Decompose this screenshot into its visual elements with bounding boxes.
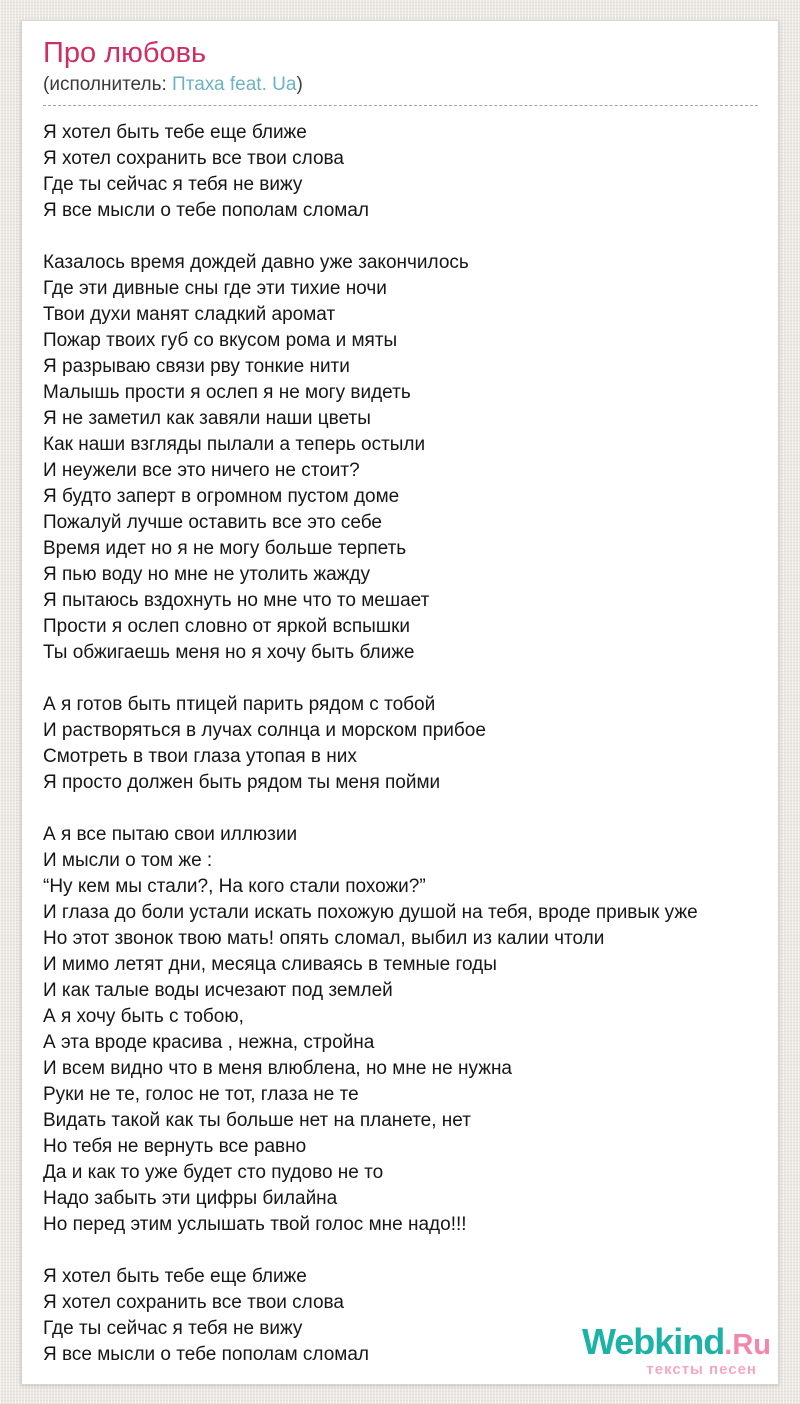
lyric-line: Я хотел сохранить все твои слова — [43, 1291, 344, 1313]
lyric-line: А я готов быть птицей парить рядом с тобой — [43, 693, 436, 715]
artist-link[interactable]: Птаха feat. Ua — [172, 73, 297, 95]
lyric-line: И всем видно что в меня влюблена, но мне не нужна — [43, 1057, 512, 1079]
lyric-line: Надо забыть эти цифры билайна — [43, 1187, 338, 1209]
lyric-line: А я все пытаю свои иллюзии — [43, 823, 298, 845]
lyric-line: Я не заметил как завяли наши цветы — [43, 407, 371, 429]
lyrics-page-card — [21, 20, 779, 1385]
lyric-line: Смотреть в твои глаза утопая в них — [43, 745, 357, 767]
page-content — [22, 21, 778, 1368]
stanza — [43, 692, 758, 796]
lyric-line: И как талые воды исчезают под землей — [43, 979, 393, 1001]
lyric-line: Но этот звонок твою мать! опять сломал, выбил из калии чтоли — [43, 927, 605, 949]
lyric-line: Твои духи манят сладкий аромат — [43, 303, 336, 325]
lyric-line: Да и как то уже будет сто пудово не то — [43, 1161, 384, 1183]
logo-suffix-text: .Ru — [724, 1329, 771, 1361]
lyric-line: Пожалуй лучше оставить все это себе — [43, 511, 382, 533]
lyric-line: Где ты сейчас я тебя не вижу — [43, 173, 303, 195]
lyric-line: Но перед этим услышать твой голос мне надо!!! — [43, 1213, 467, 1235]
lyric-line: Где ты сейчас я тебя не вижу — [43, 1317, 303, 1339]
artist-label-prefix: (исполнитель: — [43, 73, 173, 95]
lyric-line: Казалось время дождей давно уже закончилось — [43, 251, 469, 273]
stanza — [43, 250, 758, 666]
stanza — [43, 120, 758, 224]
lyric-line: Я разрываю связи рву тонкие нити — [43, 355, 350, 377]
lyric-line: Я хотел быть тебе еще ближе — [43, 121, 307, 143]
song-title: Про любовь — [43, 37, 207, 69]
lyric-line: Я хотел быть тебе еще ближе — [43, 1265, 307, 1287]
webkind-logo[interactable] — [581, 1321, 771, 1378]
lyric-line: Но тебя не вернуть все равно — [43, 1135, 307, 1157]
lyric-line: И мысли о том же : — [43, 849, 213, 871]
lyric-line: И неужели все это ничего не стоит? — [43, 459, 360, 481]
lyric-line: Малышь прости я ослеп я не могу видеть — [43, 381, 411, 403]
lyric-line: Я будто заперт в огромном пустом доме — [43, 485, 400, 507]
artist-line — [43, 74, 758, 106]
lyric-line: И растворяться в лучах солнца и морском прибое — [43, 719, 486, 741]
logo-tagline: тексты песен — [646, 1361, 757, 1378]
lyric-line: Где эти дивные сны где эти тихие ночи — [43, 277, 387, 299]
lyric-line: Я все мысли о тебе пополам сломал — [43, 1343, 369, 1365]
lyric-line: Время идет но я не могу больше терпеть — [43, 537, 407, 559]
logo-wordmark — [581, 1321, 771, 1362]
logo-main-text: Webkind — [581, 1321, 725, 1362]
lyric-line: Прости я ослеп словно от яркой вспышки — [43, 615, 411, 637]
lyric-line: Я хотел сохранить все твои слова — [43, 147, 344, 169]
stanza — [43, 822, 758, 1238]
lyric-line: Как наши взгляды пылали а теперь остыли — [43, 433, 426, 455]
lyric-line: И мимо летят дни, месяца сливаясь в темные годы — [43, 953, 497, 975]
artist-label-suffix: ) — [296, 73, 303, 95]
lyric-line: Я все мысли о тебе пополам сломал — [43, 199, 369, 221]
lyric-line: А я хочу быть с тобою, — [43, 1005, 244, 1027]
lyric-line: Ты обжигаешь меня но я хочу быть ближе — [43, 641, 415, 663]
lyric-line: Видать такой как ты больше нет на планете, нет — [43, 1109, 471, 1131]
lyric-line: Я пытаюсь вздохнуть но мне что то мешает — [43, 589, 430, 611]
lyric-line: Пожар твоих губ со вкусом рома и мяты — [43, 329, 398, 351]
lyric-line: Я просто должен быть рядом ты меня пойми — [43, 771, 441, 793]
lyric-line: Я пью воду но мне не утолить жажду — [43, 563, 370, 585]
lyrics — [43, 120, 758, 1368]
lyric-line: А эта вроде красива , нежна, стройна — [43, 1031, 375, 1053]
lyric-line: “Ну кем мы стали?, На кого стали похожи?” — [43, 875, 426, 897]
lyric-line: И глаза до боли устали искать похожую душой на тебя, вроде привык уже — [43, 901, 698, 923]
lyric-line: Руки не те, голос не тот, глаза не те — [43, 1083, 359, 1105]
